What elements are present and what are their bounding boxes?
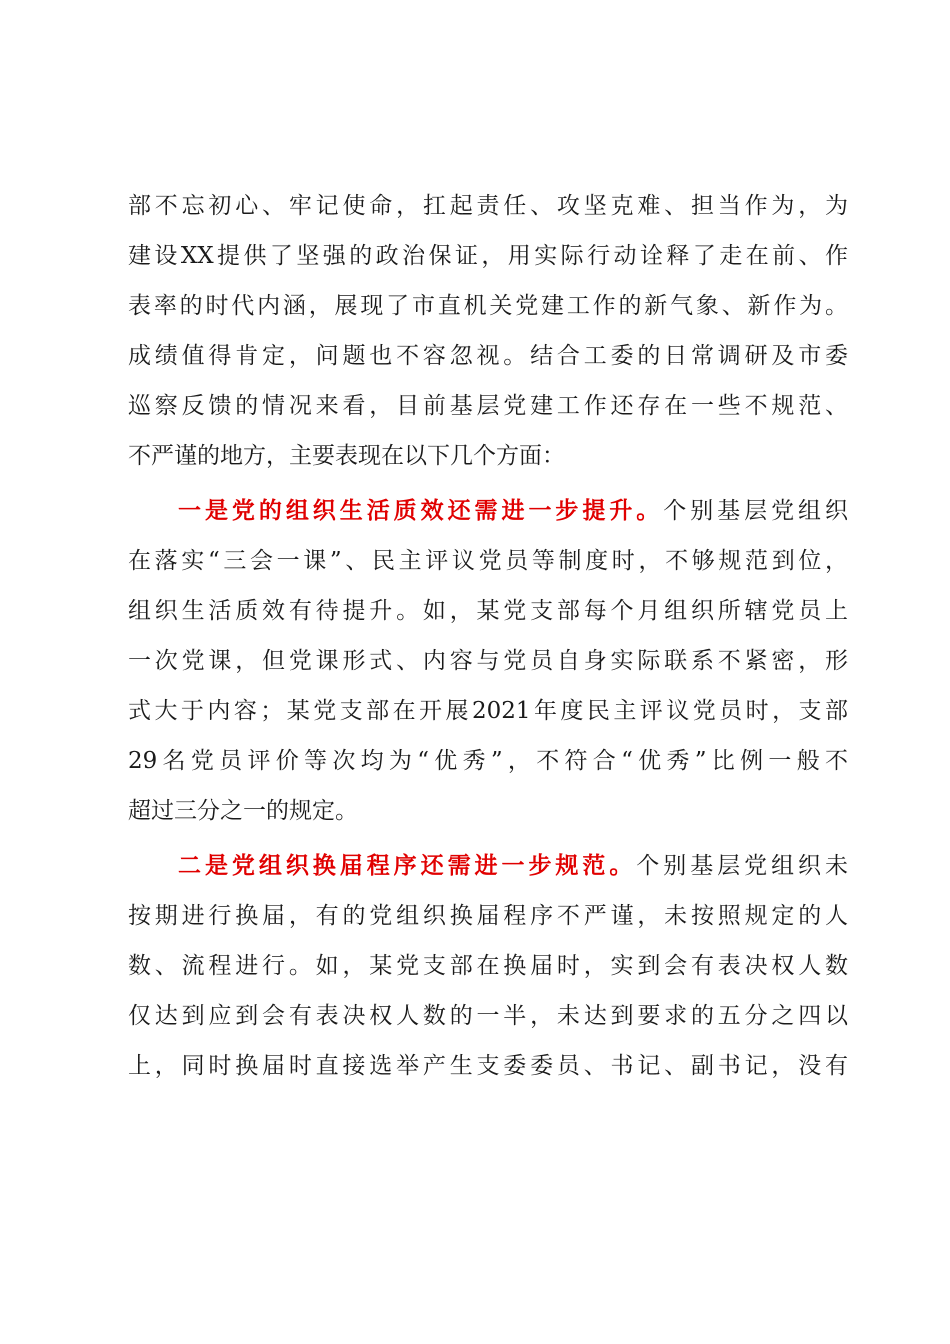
paragraph-text: 个别基层党组织 (663, 498, 848, 524)
paragraph-line: 超过三分之一的规定。 (128, 798, 358, 824)
paragraph-line: 建设XX提供了坚强的政治保证，用实际行动诠释了走在前、作 (128, 243, 848, 269)
section-heading: 二是党组织换届程序还需进一步规范。 (178, 852, 637, 879)
paragraph-line: 不严谨的地方，主要表现在以下几个方面： (128, 443, 565, 469)
paragraph-line: 表率的时代内涵，展现了市直机关党建工作的新气象、新作为。 (128, 293, 848, 319)
paragraph-line: 成绩值得肯定，问题也不容忽视。结合工委的日常调研及市委 (128, 343, 848, 369)
paragraph-line: 在落实“三会一课”、民主评议党员等制度时，不够规范到位， (128, 548, 848, 574)
paragraph-line: 29名党员评价等次均为“优秀”，不符合“优秀”比例一般不 (128, 748, 848, 774)
paragraph-text: 个别基层党组织未 (636, 853, 848, 879)
paragraph-line: 一次党课，但党课形式、内容与党员自身实际联系不紧密，形 (128, 648, 848, 674)
paragraph-first-line (178, 491, 848, 531)
paragraph-first-line (178, 846, 848, 886)
paragraph-line: 数、流程进行。如，某党支部在换届时，实到会有表决权人数 (128, 953, 848, 979)
paragraph-line: 上，同时换届时直接选举产生支委委员、书记、副书记，没有 (128, 1053, 848, 1079)
paragraph-line: 巡察反馈的情况来看，目前基层党建工作还存在一些不规范、 (128, 393, 848, 419)
paragraph-line: 部不忘初心、牢记使命，扛起责任、攻坚克难、担当作为，为 (128, 193, 848, 219)
paragraph-line: 式大于内容；某党支部在开展2021年度民主评议党员时，支部 (128, 698, 848, 724)
paragraph-line: 组织生活质效有待提升。如，某党支部每个月组织所辖党员上 (128, 598, 848, 624)
section-heading: 一是党的组织生活质效还需进一步提升。 (178, 497, 664, 524)
paragraph-line: 按期进行换届，有的党组织换届程序不严谨，未按照规定的人 (128, 903, 848, 929)
paragraph-line: 仅达到应到会有表决权人数的一半，未达到要求的五分之四以 (128, 1003, 848, 1029)
